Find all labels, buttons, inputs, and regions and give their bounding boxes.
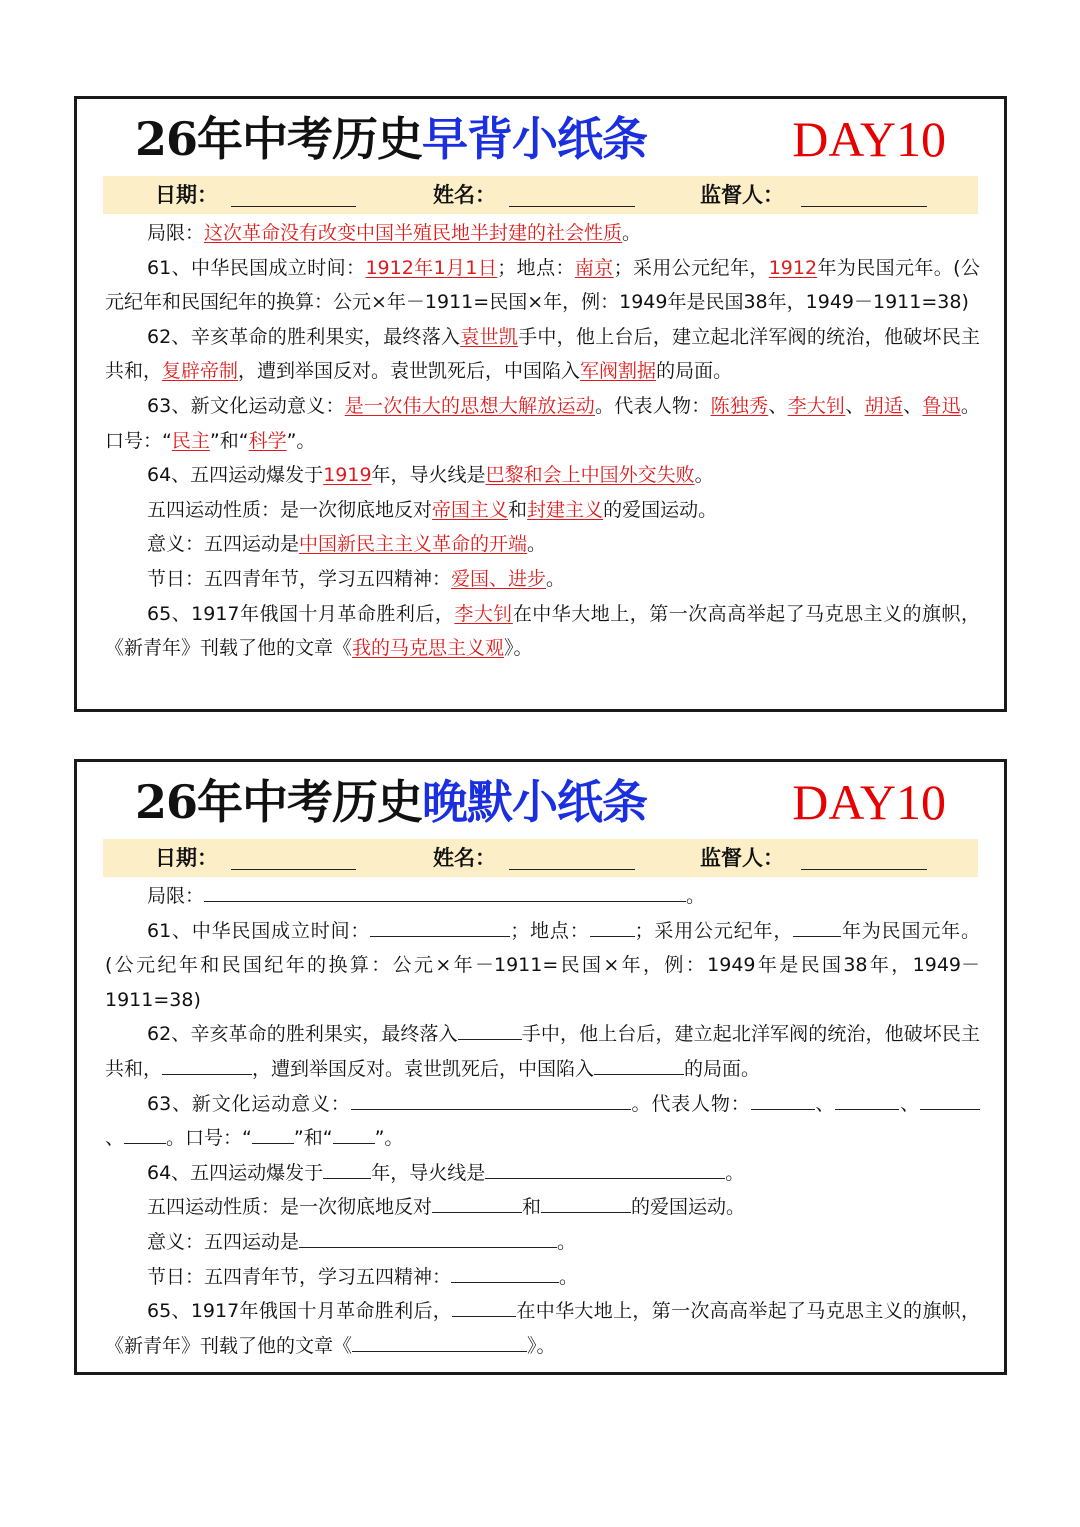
answer: 李大钊 [787,394,846,417]
fill-blank[interactable] [352,1331,527,1352]
supervisor-label: 监督人： [700,845,784,870]
date-label: 日期： [155,845,218,870]
item-63: 63、新文化运动意义：是一次伟大的思想大解放运动。代表人物：陈独秀、李大钊、胡适、鲁迅。口号：“民主”和“科学”。 [105,394,980,452]
fill-blank[interactable] [451,1262,559,1283]
item-65: 65、1917年俄国十月革命胜利后， 在中华大地上，第一次高高举起了马克思主义的旗帜，《新青年》刊载了他的文章《 》。 [105,1294,980,1363]
item-65: 65、1917年俄国十月革命胜利后，李大钊在中华大地上，第一次高高举起了马克思主义的旗帜，《新青年》刊载了他的文章《我的马克思主义观》。 [105,602,980,660]
supervisor-label: 监督人： [700,182,784,207]
info-bar [103,839,978,877]
evening-card [74,759,1007,1375]
day-label: DAY10 [792,774,946,830]
evening-body [105,879,980,1363]
item-62: 62、辛亥革命的胜利果实，最终落入袁世凯手中，他上台后，建立起北洋军阀的统治，他破坏民主共和，复辟帝制，遭到举国反对。袁世凯死后，中国陷入军阀割据的局面。 [105,325,980,383]
title-prefix: 26年中考历史 [135,112,423,166]
fill-blank[interactable] [351,1089,631,1110]
name-label: 姓名： [433,845,496,870]
item-64: 64、五四运动爆发于1919年，导火线是巴黎和会上中国外交失败。 [147,464,714,487]
answer: 民主 [171,429,210,452]
holiday-line: 节日：五四青年节，学习五四精神：爱国、进步。 [147,567,566,590]
fill-blank[interactable] [452,1296,516,1317]
answer: 陈独秀 [710,394,769,417]
fill-blank[interactable] [323,1158,371,1179]
answer: 李大钊 [454,602,513,625]
date-blank[interactable] [231,869,356,870]
supervisor-blank[interactable] [801,206,927,207]
fill-blank[interactable] [458,1019,522,1040]
answer: 鲁迅 [922,394,961,417]
answer: 1912 [768,256,818,279]
holiday-line: 节日：五四青年节，学习五四精神： 。 [105,1260,980,1295]
fill-blank[interactable] [594,1054,684,1075]
nature-line: 五四运动性质：是一次彻底地反对 和 的爱国运动。 [105,1190,980,1225]
nature-line: 五四运动性质：是一次彻底地反对帝国主义和封建主义的爱国运动。 [147,498,718,521]
fill-blank[interactable] [835,1089,899,1110]
fill-blank[interactable] [124,1123,166,1144]
limit-line: 局限：这次革命没有改变中国半殖民地半封建的社会性质。 [147,222,642,244]
date-label: 日期： [155,182,218,207]
info-bar [103,176,978,214]
name-label: 姓名： [433,182,496,207]
answer: 帝国主义 [432,498,509,521]
title-highlight: 晚默小纸条 [422,775,648,829]
fill-blank[interactable] [793,916,841,937]
answer: 科学 [248,429,287,452]
morning-title [135,109,647,169]
fill-blank[interactable] [204,881,686,902]
answer: 胡适 [864,394,904,417]
title-highlight: 早背小纸条 [422,112,648,166]
fill-blank[interactable] [252,1123,294,1144]
fill-blank[interactable] [541,1192,631,1213]
morning-body [105,216,980,666]
fill-blank[interactable] [432,1192,522,1213]
fill-blank[interactable] [162,1054,252,1075]
fill-blank[interactable] [370,916,510,937]
name-blank[interactable] [509,206,635,207]
limit-line: 局限： 。 [105,879,980,914]
name-blank[interactable] [509,869,635,870]
item-63: 63、新文化运动意义： 。代表人物： 、 、、 。口号：“ ”和“ ”。 [105,1087,980,1156]
item-61: 61、中华民国成立时间： ；地点： ；采用公元纪年， 年为民国元年。(公元纪年和民国纪年的换算：公元×年－1911=民国×年，例：1949年是民国38年，1949－1911=38) [105,914,980,1018]
item-61: 61、中华民国成立时间：1912年1月1日；地点：南京；采用公元纪年，1912年为民国元年。(公元纪年和民国纪年的换算：公元×年－1911=民国×年，例：1949年是民国38年，1949－1911=38) [105,256,980,314]
morning-card [74,96,1007,712]
answer: 1919 [323,464,372,487]
answer: 巴黎和会上中国外交失败 [485,464,695,487]
answer: 是一次伟大的思想大解放运动 [344,394,596,417]
answer: 爱国、进步 [451,567,547,590]
day-label: DAY10 [792,111,946,167]
answer: 军阀割据 [580,360,657,383]
item-62: 62、辛亥革命的胜利果实，最终落入 手中，他上台后，建立起北洋军阀的统治，他破坏民主共和， ，遭到举国反对。袁世凯死后，中国陷入 的局面。 [105,1017,980,1086]
fill-blank[interactable] [333,1123,375,1144]
fill-blank[interactable] [299,1227,557,1248]
answer: 我的马克思主义观 [352,637,505,660]
answer: 袁世凯 [460,325,519,348]
fill-blank[interactable] [590,916,635,937]
supervisor-blank[interactable] [801,869,927,870]
fill-blank[interactable] [920,1089,980,1110]
evening-title [135,772,647,832]
fill-blank[interactable] [485,1158,725,1179]
meaning-line: 意义：五四运动是中国新民主主义革命的开端。 [147,533,547,556]
fill-blank[interactable] [751,1089,815,1110]
answer: 复辟帝制 [162,360,239,383]
date-blank[interactable] [231,206,356,207]
item-64: 64、五四运动爆发于 年，导火线是 。 [105,1156,980,1191]
answer: 这次革命没有改变中国半殖民地半封建的社会性质 [204,222,623,244]
answer: 封建主义 [527,498,604,521]
meaning-line: 意义：五四运动是 。 [105,1225,980,1260]
answer: 南京 [574,256,614,279]
answer: 中国新民主主义革命的开端 [299,533,528,556]
answer: 1912年1月1日 [365,256,498,279]
title-prefix: 26年中考历史 [135,775,423,829]
